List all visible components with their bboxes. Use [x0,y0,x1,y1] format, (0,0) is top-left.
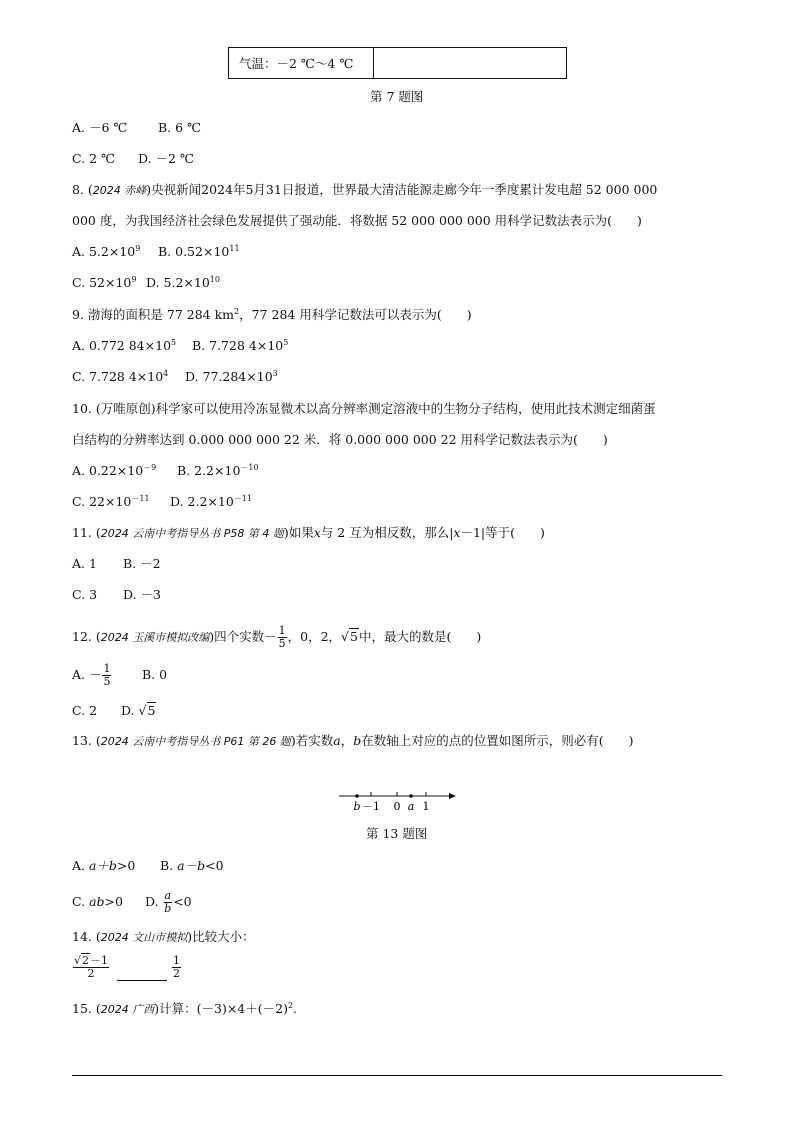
q8-number: 8. ( [72,182,93,197]
q9-stem [72,307,472,323]
q9-stem-exponent: 2 [234,307,240,316]
q10-d-base: D. 2.2×10 [170,494,234,509]
label-zero: 0 [393,800,401,813]
q14-left-fraction [73,955,109,980]
q9-d-base: D. 77.284×10 [185,369,273,384]
q12-stem-part2: ，0，2， [287,629,342,644]
q8-option-b [158,244,240,260]
q8-stem-line1 [72,182,657,199]
q13-option-a [72,858,135,874]
q13-d-prefix: D. [145,894,163,909]
q14-stem-text: )比较大小： [187,929,255,944]
q11-stem-part1: )如果 [283,525,314,540]
q8-b-exponent: 11 [229,244,240,253]
q13-d-fraction [164,890,173,915]
q11-source: 2024 云南中考指导丛书 P58 第 4 题 [100,527,284,540]
q10-d-exponent: －11 [233,494,252,503]
q11-var-x2: x [453,525,461,540]
q13-b-prefix: B. [160,858,178,873]
q12-a-prefix: A. － [72,667,102,682]
q14-sqrt-argument: 2 [82,954,90,967]
q10-b-base: B. 2.2×10 [177,463,241,478]
q14-stem [72,929,255,946]
q14-comparison [72,955,182,981]
q14-number: 14. ( [72,929,101,944]
q13-c-suffix: >0 [104,894,123,909]
q13-d-numerator: a [164,889,172,902]
q8-c-base: C. 52×10 [72,275,132,290]
q10-option-c [72,494,150,510]
label-a: a [407,800,415,813]
q13-stem-part2: 在数轴上对应的点的位置如图所示，则必有( ) [361,733,634,748]
q14-right-denominator: 2 [172,967,180,980]
q9-stem-pre: 9. 渤海的面积是 77 284 km [72,307,235,322]
q14-sqrt-icon: √ [74,954,82,967]
q10-option-a [72,463,156,479]
q8-source: 2024 赤峰 [92,184,147,197]
q13-var-b: b [353,733,362,748]
q10-a-exponent: －9 [143,463,157,472]
q13-option-b [160,858,224,874]
q7-option-c: C. 2 ℃ [72,151,115,166]
q7-option-b: B. 6 ℃ [158,120,202,135]
q9-option-c [72,369,168,385]
q9-option-b [192,338,288,354]
label-minus1: －1 [362,800,380,813]
q10-stem-line2: 白结构的分辨率达到 0.000 000 000 22 米．将 0.000 000 000 22 用科学记数法表示为( ) [72,432,608,447]
q12-stem-part3: 中，最大的数是( ) [358,629,482,644]
q14-answer-blank[interactable] [117,980,167,981]
q12-option-a [72,662,112,688]
q12-number: 12. ( [72,629,101,644]
weather-cell-empty [374,48,567,79]
q12-stem-part1: )四个实数－ [209,629,277,644]
q10-option-b [177,463,259,479]
q15-stem [72,1001,297,1018]
q8-a-base: A. 5.2×10 [72,244,136,259]
q8-c-exponent: 9 [131,275,137,284]
q15-number: 15. ( [72,1001,101,1016]
q13-a-prefix: A. [72,858,89,873]
q9-b-base: B. 7.728 4×10 [192,338,284,353]
q12-option-c: C. 2 [72,703,98,718]
q15-source: 2024 广西 [100,1003,155,1016]
q10-c-exponent: －11 [131,494,150,503]
weather-cell-temperature: 气温：－2 ℃～4 ℃ [229,48,374,79]
q10-stem-line1: 10. (万唯原创)科学家可以使用冷冻显微术以高分辨率测定溶液中的生物分子结构，使用此技术测定细菌蛋 [72,401,656,416]
point-b-dot [355,794,359,798]
q9-a-base: A. 0.772 84×10 [72,338,172,353]
q13-stem-part1: )若实数 [290,733,334,748]
q8-b-base: B. 0.52×10 [158,244,230,259]
q9-a-exponent: 5 [171,338,177,347]
label-b: b [353,800,361,813]
q12-stem [72,624,481,651]
q10-option-d [170,494,252,510]
q12-d-prefix: D. [121,703,139,718]
q8-option-c [72,275,136,291]
footer-rule [72,1075,722,1076]
q9-c-base: C. 7.728 4×10 [72,369,164,384]
q13-d-denominator: b [164,902,172,915]
q13-c-prefix: C. [72,894,90,909]
q14-left-rest: －1 [90,954,109,967]
q13-a-suffix: >0 [116,858,136,873]
q10-a-base: A. 0.22×10 [72,463,144,478]
q7-option-a: A. －6 ℃ [72,120,128,135]
q12-fraction [278,625,287,650]
q8-stem-text: )央视新闻2024年5月31日报道，世界最大清洁能源走廊今年一季度累计发电超 52 000 000 [146,182,658,197]
q11-stem-part2: 与 2 互为相反数，那么| [320,525,454,540]
q12-fraction-denominator: 5 [278,637,286,650]
q12-option-b: B. 0 [142,667,168,682]
q12-option-d [121,703,156,719]
q12-d-sqrt-argument: 5 [147,703,156,718]
q12-sqrt-icon: √ [341,629,349,644]
q14-left-denominator: 2 [87,967,95,980]
q13-a-expression: a＋b [88,858,117,873]
number-line-arrow-icon [449,793,456,799]
q9-d-exponent: 3 [272,369,278,378]
q8-a-exponent: 9 [135,244,141,253]
q11-option-d: D. －3 [123,587,161,602]
q13-option-c [72,894,123,910]
weather-table [228,47,567,79]
q12-source: 2024 玉溪市模拟改编 [100,631,210,644]
q10-c-base: C. 22×10 [72,494,132,509]
q15-stem-text: )计算：(－3)×4＋(－2) [154,1001,288,1016]
q13-b-expression: a－b [177,858,206,873]
q12-fraction-numerator: 1 [278,624,286,637]
q11-option-c: C. 3 [72,587,98,602]
q14-right-numerator: 1 [172,954,180,967]
q8-stem-line2: 000 度，为我国经济社会绿色发展提供了强动能．将数据 52 000 000 000 用科学记数法表示为( ) [72,213,642,228]
q14-source: 2024 文山市模拟 [100,931,188,944]
q13-source: 2024 云南中考指导丛书 P61 第 26 题 [100,735,291,748]
point-a-dot [409,794,413,798]
q11-option-b: B. －2 [123,556,161,571]
q9-option-d [185,369,278,385]
q12-a-denominator: 5 [103,675,111,688]
q9-option-a [72,338,176,354]
q7-option-d: D. －2 ℃ [138,151,194,166]
q8-d-exponent: 10 [209,275,220,284]
q13-var-a: a [333,733,341,748]
q13-comma: ， [340,733,354,748]
q13-b-suffix: <0 [205,858,224,873]
q11-stem [72,525,545,542]
q8-option-d [146,275,220,291]
q13-stem [72,733,633,750]
q8-option-a [72,244,140,260]
q9-stem-post: ，77 284 用科学记数法可以表示为( ) [239,307,472,322]
q9-b-exponent: 5 [283,338,289,347]
q13-number: 13. ( [72,733,101,748]
q12-sqrt-argument: 5 [350,629,358,644]
q13-option-d [145,889,192,915]
fig7-caption: 第 7 题图 [370,89,424,104]
q12-d-sqrt-icon: √ [138,703,147,718]
q8-d-base: D. 5.2×10 [146,275,210,290]
q15-end: . [293,1001,298,1016]
fig13-caption: 第 13 题图 [366,826,428,841]
q13-c-expression: ab [89,894,105,909]
q10-b-exponent: －10 [240,463,259,472]
q13-number-line [335,785,460,815]
q11-stem-part3: －1|等于( ) [460,525,545,540]
q14-right-fraction [172,955,181,980]
q11-option-a: A. 1 [72,556,97,571]
q11-number: 11. ( [72,525,101,540]
q9-c-exponent: 4 [163,369,169,378]
q15-exponent: 2 [287,1001,294,1010]
q12-a-fraction [102,663,111,688]
q12-a-numerator: 1 [103,662,111,675]
label-one: 1 [422,800,430,813]
q13-d-suffix: <0 [173,894,192,909]
q11-var-x: x [313,525,321,540]
